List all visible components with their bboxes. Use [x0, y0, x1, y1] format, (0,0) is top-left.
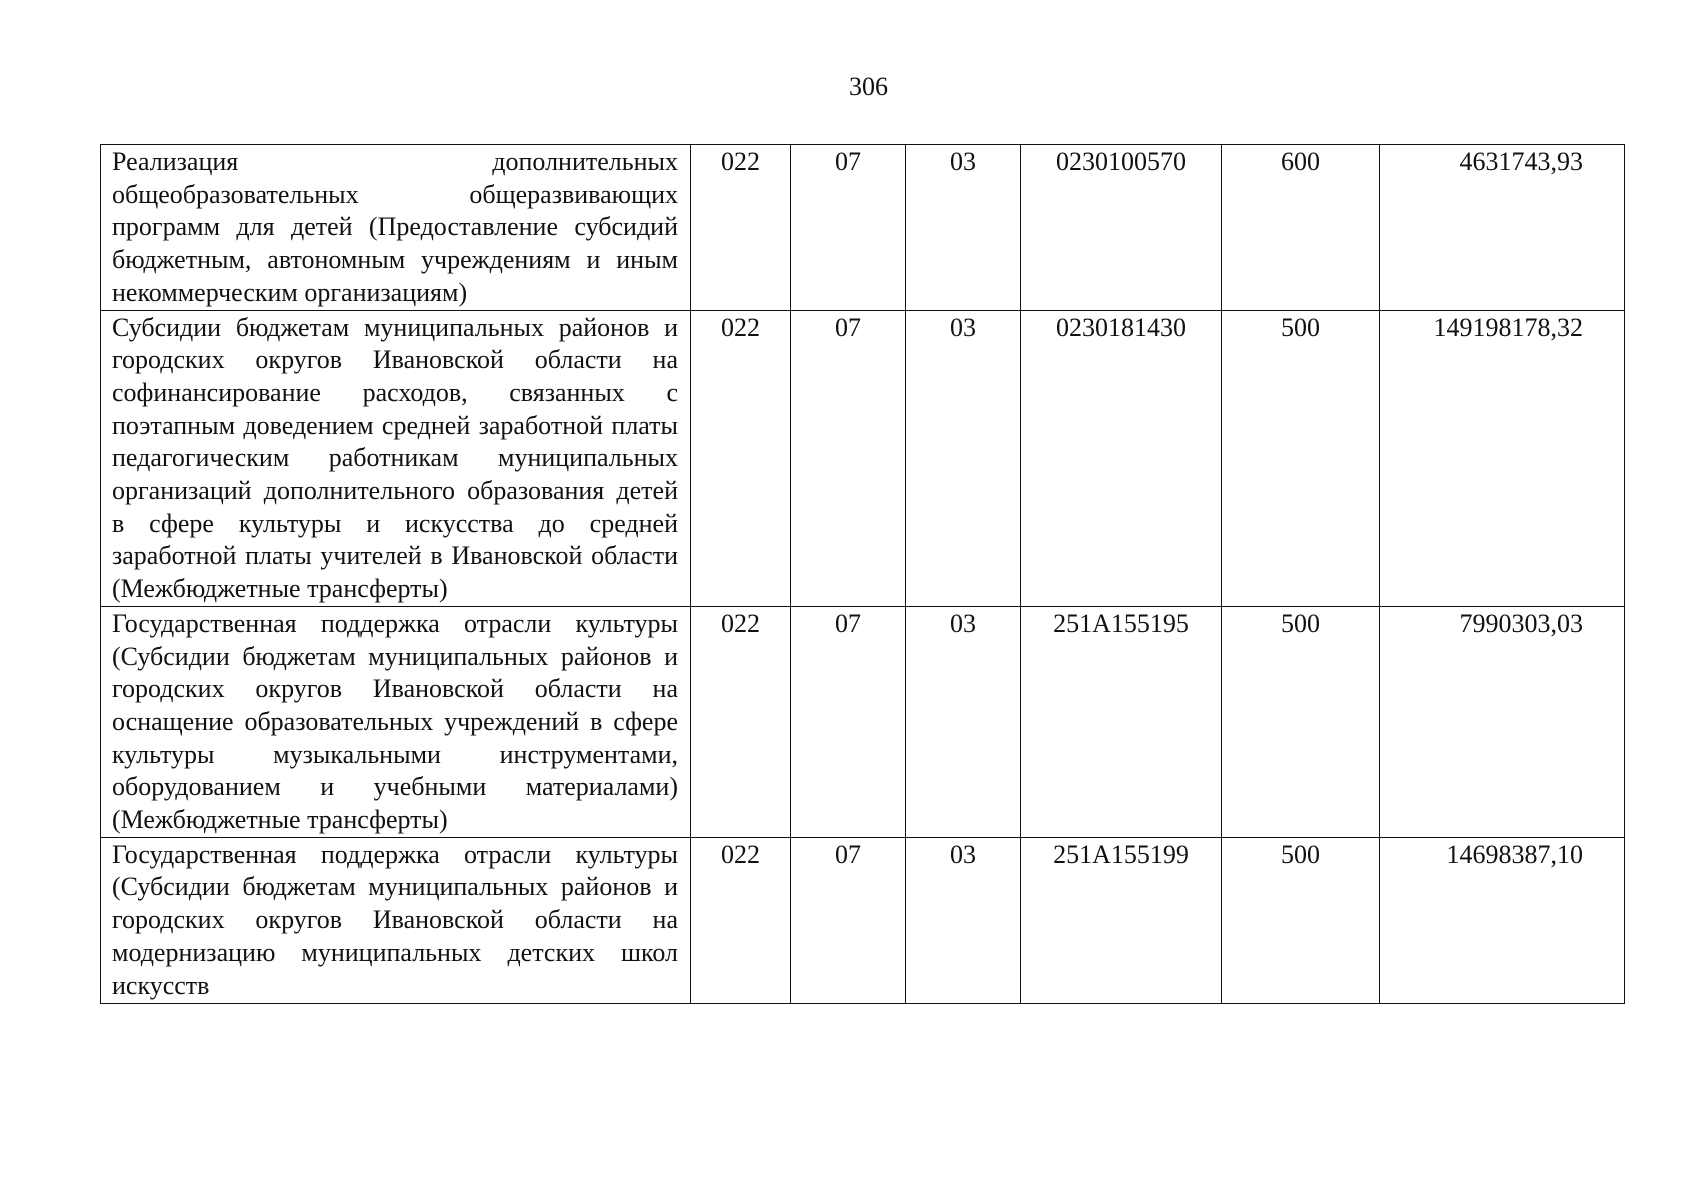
row-expense-type-code: 600: [1222, 145, 1380, 311]
row-subsection-code: 03: [906, 837, 1021, 1003]
row-amount: 4631743,93: [1380, 145, 1625, 311]
row-amount: 149198178,32: [1380, 310, 1625, 606]
row-section-code: 07: [791, 606, 906, 837]
row-description: Реализация дополнительных общеобразовательных общеразвивающих программ для детей (Предоставление субсидий бюджетным, автономным учреждениям и иным некоммерческим организациям): [101, 145, 691, 311]
row-target-article-code: 251A155195: [1021, 606, 1222, 837]
page-number: 306: [849, 72, 888, 101]
budget-table: [100, 144, 1625, 1004]
row-grbs-code: 022: [691, 310, 791, 606]
row-subsection-code: 03: [906, 145, 1021, 311]
row-expense-type-code: 500: [1222, 837, 1380, 1003]
row-description: Государственная поддержка отрасли культуры (Субсидии бюджетам муниципальных районов и городских округов Ивановской области на оснащение образовательных учреждений в сфере культуры музыкальными инструментами, оборудованием и учебными материалами) (Межбюджетные трансферты): [101, 606, 691, 837]
row-description-cell: [101, 837, 691, 1003]
row-section-code: 07: [791, 837, 906, 1003]
row-grbs-code: 022: [691, 145, 791, 311]
row-target-article-code: 0230181430: [1021, 310, 1222, 606]
row-section-code: 07: [791, 145, 906, 311]
row-subsection-code: 03: [906, 310, 1021, 606]
row-amount: 7990303,03: [1380, 606, 1625, 837]
table-row: [101, 606, 1625, 837]
row-description: Государственная поддержка отрасли культуры (Субсидии бюджетам муниципальных районов и городских округов Ивановской области на модернизацию муниципальных детских школ искусств: [112, 839, 678, 1000]
row-expense-type-code: 500: [1222, 606, 1380, 837]
row-target-article-code: 0230100570: [1021, 145, 1222, 311]
table-row: [101, 310, 1625, 606]
table-row: [101, 837, 1625, 1003]
row-grbs-code: 022: [691, 837, 791, 1003]
row-description: Субсидии бюджетам муниципальных районов и городских округов Ивановской области на софинансирование расходов, связанных с поэтапным доведением средней заработной платы педагогическим работникам муниципальных организаций дополнительного образования детей в сфере культуры и искусства до средней заработной платы учителей в Ивановской области (Межбюджетные трансферты): [101, 310, 691, 606]
row-target-article-code: 251A155199: [1021, 837, 1222, 1003]
row-section-code: 07: [791, 310, 906, 606]
row-subsection-code: 03: [906, 606, 1021, 837]
row-expense-type-code: 500: [1222, 310, 1380, 606]
table-row: [101, 145, 1625, 311]
row-grbs-code: 022: [691, 606, 791, 837]
row-amount: 14698387,10: [1380, 837, 1625, 1003]
